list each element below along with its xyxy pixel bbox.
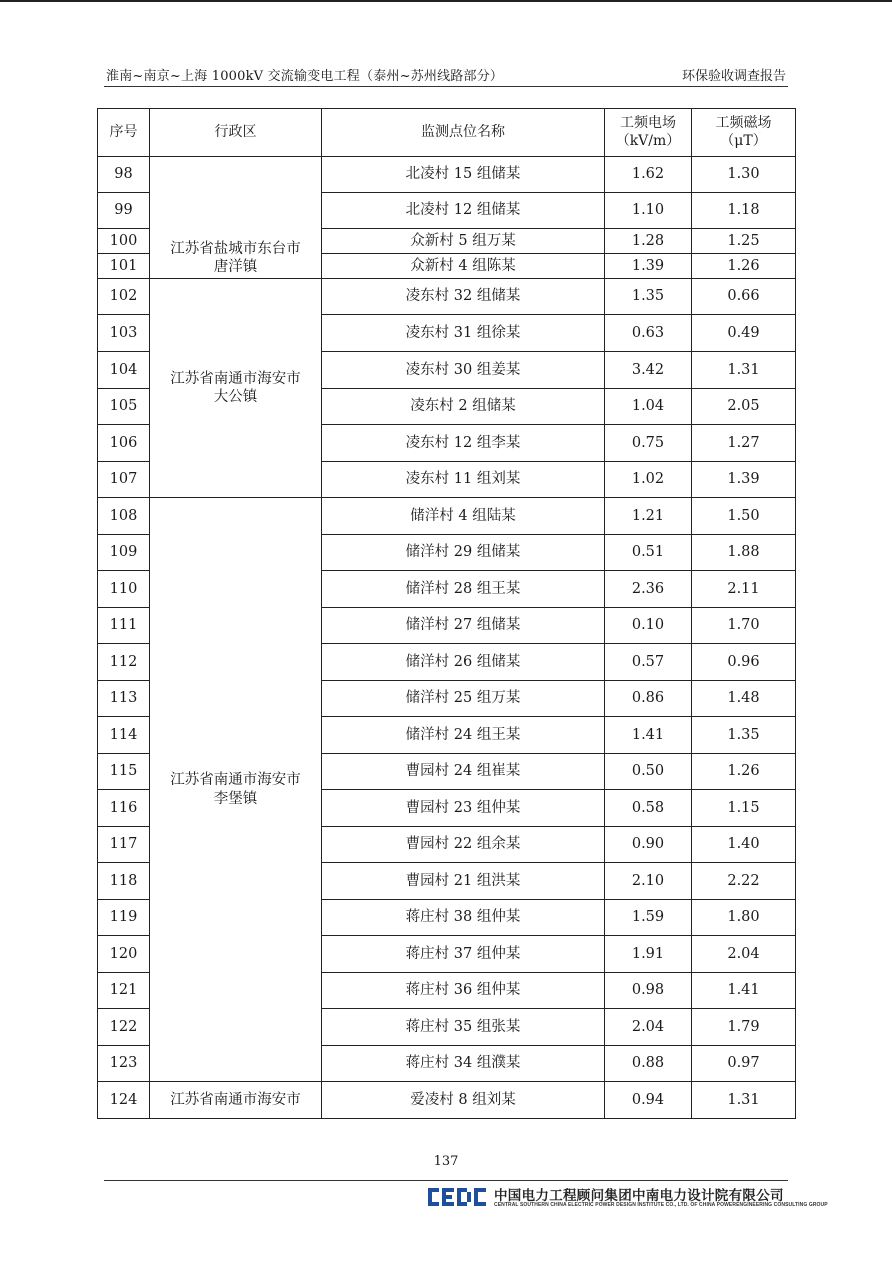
cell-seq: 118 (98, 863, 150, 900)
header-magnetic-field-label: 工频磁场 (715, 115, 772, 131)
cell-site: 曹园村 23 组仲某 (322, 790, 605, 827)
cell-electric-field: 2.04 (605, 1009, 692, 1046)
cell-magnetic-field: 1.18 (692, 193, 796, 229)
page-header (104, 64, 788, 87)
cell-magnetic-field: 2.05 (692, 389, 796, 425)
cell-seq: 119 (98, 900, 150, 936)
cell-site: 众新村 4 组陈某 (322, 254, 605, 279)
header-magnetic-field (692, 109, 796, 157)
cell-electric-field: 1.41 (605, 717, 692, 754)
cell-electric-field: 0.10 (605, 608, 692, 644)
cell-seq: 117 (98, 827, 150, 863)
cell-magnetic-field: 1.88 (692, 535, 796, 571)
cell-magnetic-field: 2.11 (692, 571, 796, 608)
cell-seq: 102 (98, 279, 150, 315)
header-seq: 序号 (98, 109, 150, 157)
header-project-title: 淮南~南京~上海 1000kV 交流输变电工程（泰州~苏州线路部分） (106, 69, 504, 84)
header-electric-field-label: 工频电场 (620, 115, 676, 131)
cell-electric-field: 3.42 (605, 352, 692, 389)
header-report-name: 环保验收调查报告 (681, 69, 786, 84)
cell-site: 蒋庄村 38 组仲某 (322, 900, 605, 936)
cell-electric-field: 1.62 (605, 157, 692, 193)
header-magnetic-field-unit: （μT） (720, 132, 767, 149)
cell-seq: 114 (98, 717, 150, 754)
cell-seq: 105 (98, 389, 150, 425)
cell-magnetic-field: 0.49 (692, 315, 796, 352)
cell-seq: 115 (98, 754, 150, 790)
cell-seq: 100 (98, 229, 150, 254)
company-logo-icon (428, 1185, 490, 1209)
cell-electric-field: 0.94 (605, 1082, 692, 1119)
cell-site: 北凌村 12 组储某 (322, 193, 605, 229)
cell-electric-field: 0.90 (605, 827, 692, 863)
table-row (98, 1082, 796, 1119)
cell-magnetic-field: 1.31 (692, 352, 796, 389)
cell-seq: 98 (98, 157, 150, 193)
cell-seq: 116 (98, 790, 150, 827)
cell-site: 蒋庄村 37 组仲某 (322, 936, 605, 973)
cell-site: 储洋村 4 组陆某 (322, 498, 605, 535)
cell-electric-field: 1.21 (605, 498, 692, 535)
cell-magnetic-field: 1.27 (692, 425, 796, 462)
cell-electric-field: 0.51 (605, 535, 692, 571)
cell-site: 储洋村 24 组王某 (322, 717, 605, 754)
cell-magnetic-field: 1.50 (692, 498, 796, 535)
cell-electric-field: 0.88 (605, 1046, 692, 1082)
cell-seq: 122 (98, 1009, 150, 1046)
cell-district: 江苏省南通市海安市 大公镇 (150, 279, 322, 498)
footer-company-name-en: CENTRAL SOUTHERN CHINA ELECTRIC POWER DESIGN INSTITUTE CO., LTD. OF CHINA POWERENGINEERING CONSULTING GROUP (494, 1202, 828, 1208)
cell-seq: 112 (98, 644, 150, 681)
cell-site: 储洋村 28 组王某 (322, 571, 605, 608)
cell-magnetic-field: 1.35 (692, 717, 796, 754)
cell-electric-field: 1.35 (605, 279, 692, 315)
cell-electric-field: 1.02 (605, 462, 692, 498)
table-row (98, 279, 796, 315)
cell-site: 蒋庄村 36 组仲某 (322, 973, 605, 1009)
cell-magnetic-field: 1.39 (692, 462, 796, 498)
cell-magnetic-field: 1.70 (692, 608, 796, 644)
cell-electric-field: 2.36 (605, 571, 692, 608)
header-electric-field (605, 109, 692, 157)
cell-site: 蒋庄村 34 组濮某 (322, 1046, 605, 1082)
cell-electric-field: 2.10 (605, 863, 692, 900)
header-site: 监测点位名称 (322, 109, 605, 157)
cell-district: 江苏省盐城市东台市 唐洋镇 (150, 157, 322, 279)
cell-electric-field: 1.28 (605, 229, 692, 254)
footer-company-name: 中国电力工程顾问集团中南电力设计院有限公司 (494, 1188, 784, 1204)
cell-site: 曹园村 22 组余某 (322, 827, 605, 863)
cell-electric-field: 1.59 (605, 900, 692, 936)
monitoring-results-table (97, 108, 796, 1119)
cell-seq: 108 (98, 498, 150, 535)
cell-site: 爱凌村 8 组刘某 (322, 1082, 605, 1119)
header-district: 行政区 (150, 109, 322, 157)
cell-seq: 106 (98, 425, 150, 462)
table-body (98, 157, 796, 1119)
header-electric-field-unit: （kV/m） (615, 132, 681, 149)
cell-site: 储洋村 25 组万某 (322, 681, 605, 717)
cell-site: 众新村 5 组万某 (322, 229, 605, 254)
cell-site: 凌东村 31 组徐某 (322, 315, 605, 352)
cell-magnetic-field: 0.66 (692, 279, 796, 315)
cell-electric-field: 1.10 (605, 193, 692, 229)
cell-magnetic-field: 1.15 (692, 790, 796, 827)
cell-electric-field: 0.98 (605, 973, 692, 1009)
cell-seq: 107 (98, 462, 150, 498)
cell-magnetic-field: 2.04 (692, 936, 796, 973)
cell-seq: 104 (98, 352, 150, 389)
cell-seq: 99 (98, 193, 150, 229)
table-row (98, 157, 796, 193)
cell-magnetic-field: 1.26 (692, 254, 796, 279)
cell-electric-field: 1.04 (605, 389, 692, 425)
cell-electric-field: 0.50 (605, 754, 692, 790)
cell-seq: 120 (98, 936, 150, 973)
cell-seq: 121 (98, 973, 150, 1009)
cell-magnetic-field: 1.30 (692, 157, 796, 193)
cell-seq: 101 (98, 254, 150, 279)
cell-site: 凌东村 2 组储某 (322, 389, 605, 425)
cell-magnetic-field: 1.31 (692, 1082, 796, 1119)
cell-magnetic-field: 0.97 (692, 1046, 796, 1082)
cell-district: 江苏省南通市海安市 李堡镇 (150, 498, 322, 1082)
cell-seq: 103 (98, 315, 150, 352)
cell-magnetic-field: 1.79 (692, 1009, 796, 1046)
cell-magnetic-field: 1.41 (692, 973, 796, 1009)
top-border-line (0, 0, 892, 2)
cell-seq: 123 (98, 1046, 150, 1082)
cell-electric-field: 1.39 (605, 254, 692, 279)
cell-site: 凌东村 12 组李某 (322, 425, 605, 462)
footer-divider (104, 1180, 788, 1181)
cell-magnetic-field: 1.48 (692, 681, 796, 717)
cell-site: 储洋村 26 组储某 (322, 644, 605, 681)
cell-site: 曹园村 24 组崔某 (322, 754, 605, 790)
cell-district: 江苏省南通市海安市 (150, 1082, 322, 1119)
cell-site: 北凌村 15 组储某 (322, 157, 605, 193)
cell-seq: 124 (98, 1082, 150, 1119)
cell-seq: 111 (98, 608, 150, 644)
cell-site: 蒋庄村 35 组张某 (322, 1009, 605, 1046)
cell-site: 凌东村 11 组刘某 (322, 462, 605, 498)
cell-magnetic-field: 1.40 (692, 827, 796, 863)
cell-magnetic-field: 0.96 (692, 644, 796, 681)
page-number: 137 (433, 1154, 459, 1169)
cell-magnetic-field: 1.26 (692, 754, 796, 790)
cell-site: 凌东村 30 组姜某 (322, 352, 605, 389)
cell-electric-field: 1.91 (605, 936, 692, 973)
cell-seq: 110 (98, 571, 150, 608)
table-row (98, 498, 796, 535)
cell-seq: 113 (98, 681, 150, 717)
cell-magnetic-field: 1.80 (692, 900, 796, 936)
cell-electric-field: 0.63 (605, 315, 692, 352)
cell-site: 曹园村 21 组洪某 (322, 863, 605, 900)
cell-seq: 109 (98, 535, 150, 571)
cell-site: 储洋村 29 组储某 (322, 535, 605, 571)
cell-site: 凌东村 32 组储某 (322, 279, 605, 315)
cell-magnetic-field: 1.25 (692, 229, 796, 254)
cell-electric-field: 0.57 (605, 644, 692, 681)
cell-electric-field: 0.75 (605, 425, 692, 462)
cell-electric-field: 0.86 (605, 681, 692, 717)
table-header-row (98, 109, 796, 157)
cell-site: 储洋村 27 组储某 (322, 608, 605, 644)
cell-magnetic-field: 2.22 (692, 863, 796, 900)
cell-electric-field: 0.58 (605, 790, 692, 827)
